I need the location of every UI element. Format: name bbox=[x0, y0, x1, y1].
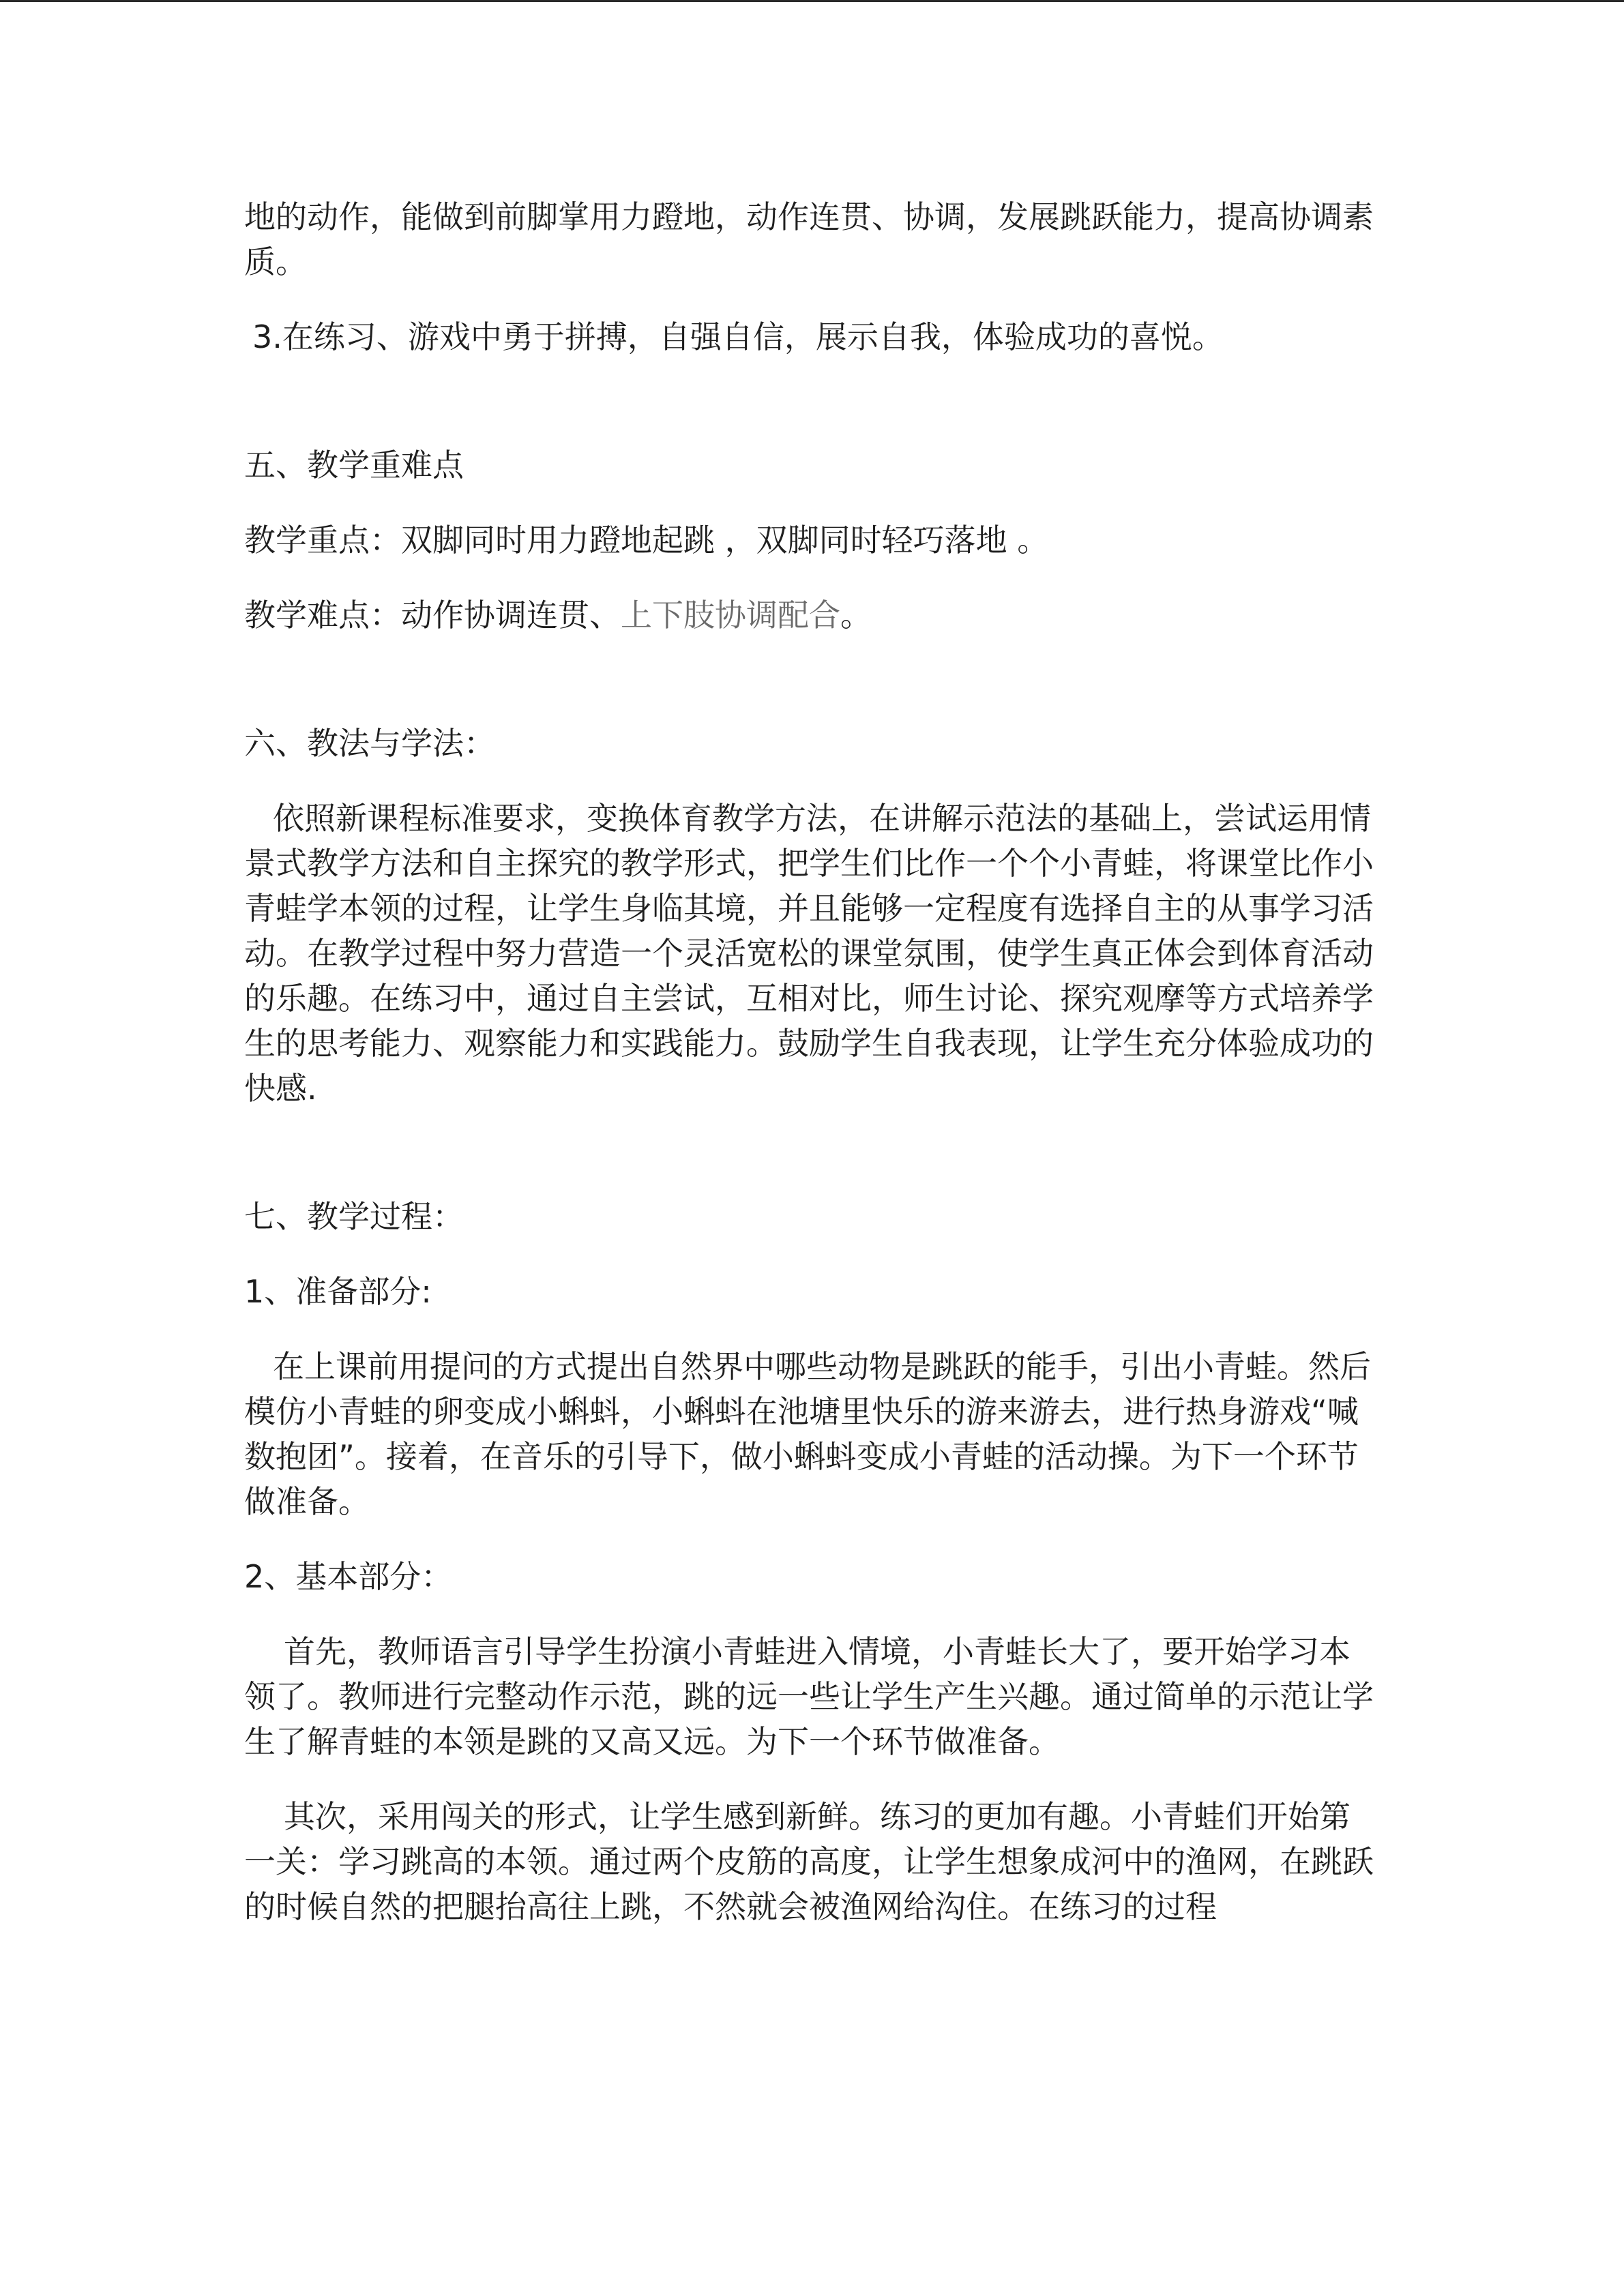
difficulty-suffix: 。 bbox=[840, 597, 872, 633]
section-6-paragraph: 依照新课程标准要求，变换体育教学方法，在讲解示范法的基础上，尝试运用情景式教学方法和自主探究的教学形式，把学生们比作一个个小青蛙，将课堂比作小青蛙学本领的过程，让学生身临其境，并且能够一定程度有选择自主的从事学习活动。在教学过程中努力营造一个灵活宽松的课堂氛围，使学生真正体会到体育活动的乐趣。在练习中，通过自主尝试，互相对比，师生讨论、探究观摩等方式培养学生的思考能力、观察能力和实践能力。鼓励学生自我表现，让学生充分体验成功的快感. bbox=[244, 800, 1374, 1107]
part-2-heading: 2、基本部分： bbox=[244, 1558, 453, 1595]
difficulty-prefix: 教学难点：动作协调连贯、 bbox=[244, 597, 621, 633]
document-body bbox=[244, 194, 1380, 1959]
section-7-heading: 七、教学过程： bbox=[244, 1198, 464, 1235]
difficulty-muted-text: 上下肢协调配合 bbox=[621, 597, 840, 633]
difficulty-line bbox=[244, 593, 1380, 638]
goal-3-paragraph: 3.在练习、游戏中勇于拼搏，自强自信，展示自我，体验成功的喜悦。 bbox=[252, 318, 1224, 355]
section-5-heading: 五、教学重难点 bbox=[244, 447, 464, 483]
part-2-paragraph-2: 其次，采用闯关的形式，让学生感到新鲜。练习的更加有趣。小青蛙们开始第一关：学习跳高的本领。通过两个皮筋的高度，让学生想象成河中的渔网，在跳跃的时候自然的把腿抬高往上跳，不然就会被渔网给沟住。在练习的过程 bbox=[244, 1798, 1374, 1925]
intro-paragraph: 地的动作，能做到前脚掌用力蹬地，动作连贯、协调，发展跳跃能力，提高协调素质。 bbox=[244, 198, 1374, 280]
key-point-line: 教学重点：双脚同时用力蹬地起跳 ，双脚同时轻巧落地 。 bbox=[244, 522, 1049, 558]
part-2-paragraph-1: 首先，教师语言引导学生扮演小青蛙进入情境，小青蛙长大了，要开始学习本领了。教师进行完整动作示范，跳的远一些让学生产生兴趣。通过简单的示范让学生了解青蛙的本领是跳的又高又远。为下一个环节做准备。 bbox=[244, 1633, 1374, 1760]
section-6-heading: 六、教法与学法： bbox=[244, 725, 495, 762]
part-1-heading: 1、准备部分: bbox=[244, 1273, 432, 1310]
part-1-paragraph: 在上课前用提问的方式提出自然界中哪些动物是跳跃的能手，引出小青蛙。然后模仿小青蛙的卵变成小蝌蚪，小蝌蚪在池塘里快乐的游来游去，进行热身游戏“喊数抱团”。接着，在音乐的引导下，做小蝌蚪变成小青蛙的活动操。为下一个环节做准备。 bbox=[244, 1348, 1371, 1520]
